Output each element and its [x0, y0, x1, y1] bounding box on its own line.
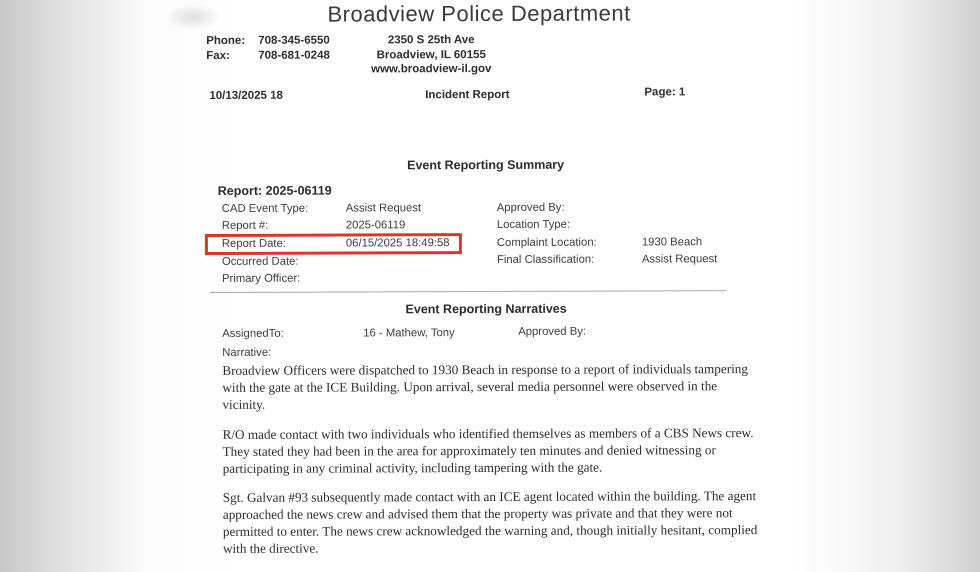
field-value-report-date: 06/15/2025 18:49:58: [345, 237, 450, 250]
phone-label: Phone:: [206, 34, 246, 47]
field-label-report-date: Report Date:: [221, 237, 286, 250]
website: www.broadview-il.gov: [371, 62, 492, 76]
narratives-section-title: Event Reporting Narratives: [405, 301, 567, 317]
report-type-title: Incident Report: [425, 88, 510, 102]
field-label: Primary Officer:: [221, 272, 301, 285]
narrative-text: [222, 361, 763, 571]
field-label: Location Type:: [496, 218, 571, 231]
address-line-1: 2350 S 25th Ave: [387, 34, 475, 47]
narrative-paragraph-1: Broadview Officers were dispatched to 1930 Beach in response to a report of individuals tampering with the gate at the ICE Building. Upon arrival, several media personnel were observed in the vicinity.: [222, 361, 748, 412]
field-value: Assist Request: [345, 202, 422, 215]
field-value: Assist Request: [641, 253, 718, 266]
field-label: Complaint Location:: [496, 236, 597, 249]
assigned-to-value: 16 - Mathew, Tony: [363, 327, 455, 340]
narrative-paragraph-2: R/O made contact with two individuals who identified themselves as members of a CBS News crew. They stated they had been in the area for approximately ten minutes and denied witnessing or participating in any criminal activity, including tampering with the gate.: [222, 424, 754, 476]
highlight-box: [205, 233, 462, 255]
assigned-to-label: AssignedTo:: [222, 327, 284, 340]
field-value: 2025-06119: [345, 219, 406, 232]
narrative-label: Narrative:: [222, 346, 272, 359]
narrative-paragraph-3: Sgt. Galvan #93 subsequently made contact with an ICE agent located within the building. The agent approached the news crew and advised them that the property was private and that they were not permitted to enter. The news crew acknowledged the warning and, though initially hesitant, complied with the directive.: [222, 488, 758, 557]
contact-block: [206, 34, 330, 64]
address-block: [331, 33, 531, 77]
department-title: Broadview Police Department: [327, 0, 631, 27]
page-number: Page: 1: [644, 86, 686, 99]
print-date: 10/13/2025 18: [209, 89, 283, 102]
phone-row: [206, 34, 330, 49]
approved-by-label: Approved By:: [518, 325, 587, 338]
fax-label: Fax:: [206, 49, 230, 62]
field-label: CAD Event Type:: [221, 202, 309, 215]
field-value: 1930 Beach: [641, 236, 703, 249]
fax-row: [206, 49, 330, 64]
field-label: Report #:: [221, 219, 269, 232]
section-divider: [210, 290, 726, 293]
phone-number: 708-345-6550: [258, 34, 330, 47]
field-label: Approved By:: [496, 201, 565, 214]
report-number-heading: Report: 2025-06119: [217, 183, 332, 198]
summary-section-title: Event Reporting Summary: [407, 157, 565, 173]
field-label: Occurred Date:: [221, 255, 299, 268]
field-label: Final Classification:: [496, 253, 595, 266]
address-line-2: Broadview, IL 60155: [376, 48, 486, 61]
fax-number: 708-681-0248: [258, 49, 330, 62]
